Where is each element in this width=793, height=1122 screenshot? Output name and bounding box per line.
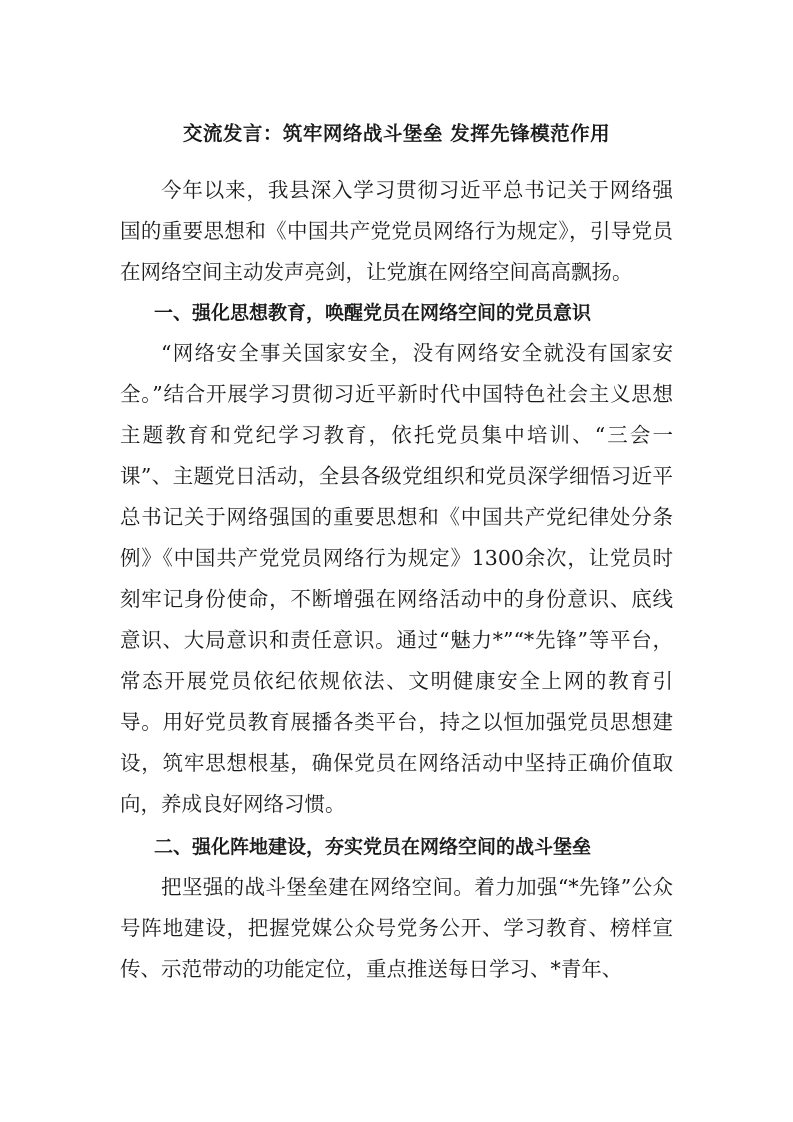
section-body-1: “网络安全事关国家安全，没有网络安全就没有国家安全。”结合开展学习贯彻习近平新时代中国特色社会主义思想主题教育和党纪学习教育，依托党员集中培训、“三会一课”、主题党日活动，全县各级党组织和党员深学细悟习近平总书记关于网络强国的重要思想和《中国共产党纪律处分条例》《中国共产党党员网络行为规定》1300余次，让党员时刻牢记身份使命，不断增强在网络活动中的身份意识、底线意识、大局意识和责任意识。通过“魅力*”“*先锋”等平台，常态开展党员依纪依规依法、文明健康安全上网的教育引导。用好党员教育展播各类平台，持之以恒加强党员思想建设，筑牢思想根基，确保党员在网络活动中坚持正确价值取向，养成良好网络习惯。 [120,341,673,816]
section-heading-1: 一、强化思想教育，唤醒党员在网络空间的党员意识 [154,302,592,324]
document-title: 交流发言：筑牢网络战斗堡垒 发挥先锋模范作用 [182,122,611,145]
intro-paragraph: 今年以来，我县深入学习贯彻习近平总书记关于网络强国的重要思想和《中国共产党党员网络行为规定》，引导党员在网络空间主动发声亮剑，让党旗在网络空间高高飘扬。 [120,178,673,284]
section-body-2: 把坚强的战斗堡垒建在网络空间。着力加强“*先锋”公众号阵地建设，把握党媒公众号党务公开、学习教育、榜样宣传、示范带动的功能定位，重点推送每日学习、*青年、 [120,875,673,981]
section-heading-2: 二、强化阵地建设，夯实党员在网络空间的战斗堡垒 [154,836,592,858]
document-content [120,120,673,990]
